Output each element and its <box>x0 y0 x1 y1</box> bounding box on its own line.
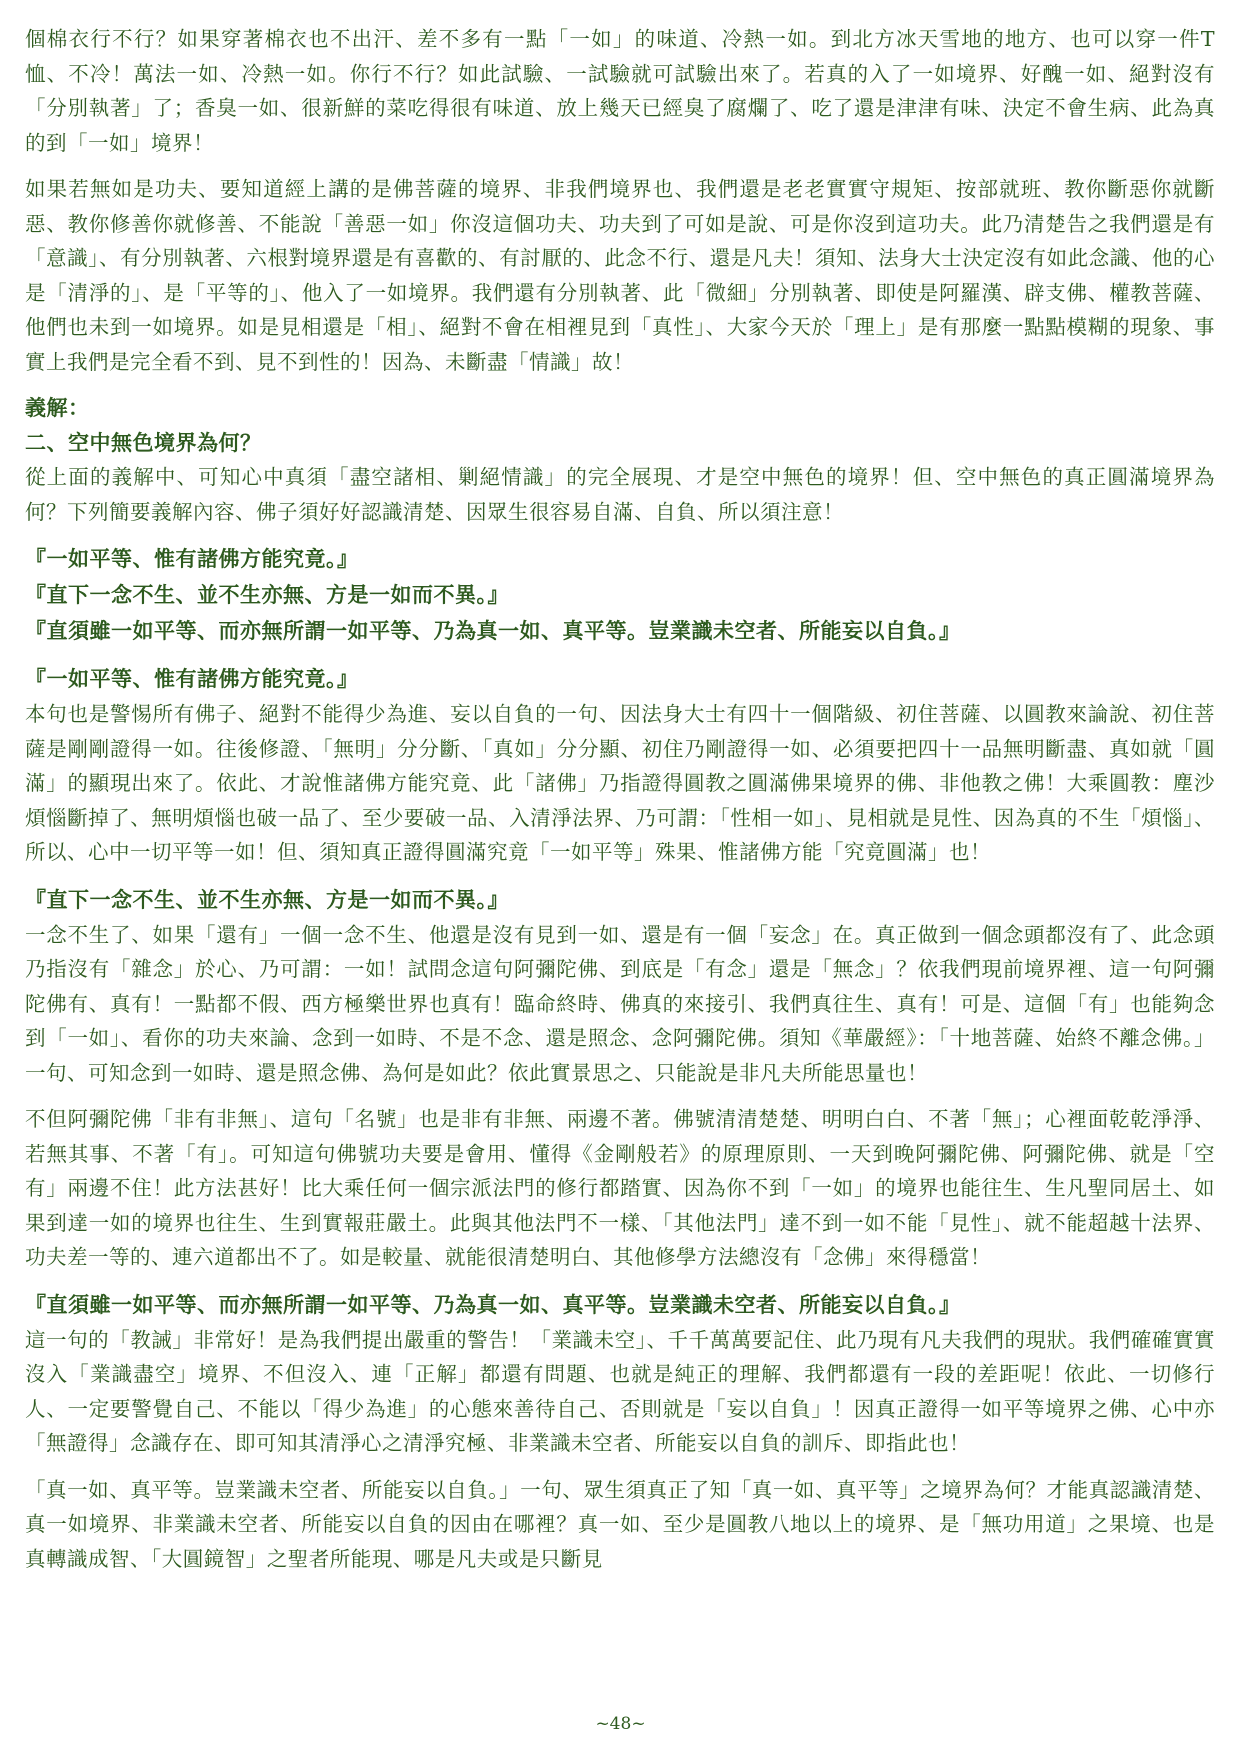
subsection-title-1: 『一如平等、惟有諸佛方能究竟。』 <box>25 666 359 691</box>
section-label: 義解： <box>25 395 90 420</box>
document-page <box>25 22 1215 1588</box>
paragraph-2: 如果若無如是功夫、要知道經上講的是佛菩薩的境界、非我們境界也、我們還是老老實實守規矩、按部就班、教你斷惡你就斷惡、教你修善你就修善、不能說「善惡一如」你沒這個功夫、功夫到了可如是說、可是你沒到這功夫。此乃清楚告之我們還是有「意識」、有分別執著、六根對境界還是有喜歡的、有討厭的、此念不行、還是凡夫！須知、法身大士決定沒有如此念識、他的心是「清淨的」、是「平等的」、他入了一如境界。我們還有分別執著、此「微細」分別執著、即使是阿羅漢、辟支佛、權教菩薩、他們也未到一如境界。如是見相還是「相」、絕對不會在相裡見到「真性」、大家今天於「理上」是有那麼一點點模糊的現象、事實上我們是完全看不到、見不到性的！因為、未斷盡「情識」故！ <box>25 177 1215 374</box>
quote-line-3: 『直須雖一如平等、而亦無所謂一如平等、乃為真一如、真平等。豈業識未空者、所能妄以自負。』 <box>25 618 961 643</box>
section-heading: 二、空中無色境界為何？ <box>25 429 262 455</box>
paragraph-5: 一念不生了、如果「還有」一個一念不生、他還是沒有見到一如、還是有一個「妄念」在。真正做到一個念頭都沒有了、此念頭乃指沒有「雜念」於心、乃可謂：一如！試問念這句阿彌陀佛、到底是「有念」還是「無念」？依我們現前境界裡、這一句阿彌陀佛有、真有！一點都不假、西方極樂世界也真有！臨命終時、佛真的來接引、我們真往生、真有！可是、這個「有」也能夠念到「一如」、看你的功夫來論、念到一如時、不是不念、還是照念、念阿彌陀佛。須知《華嚴經》：「十地菩薩、始終不離念佛。」一句、可知念到一如時、還是照念佛、為何是如此？依此實景思之、只能說是非凡夫所能思量也！ <box>25 922 1215 1085</box>
page-number: ~48~ <box>595 1714 646 1734</box>
quote-list <box>25 541 1215 649</box>
paragraph-1: 個棉衣行不行？如果穿著棉衣也不出汗、差不多有一點「一如」的味道、冷熱一如。到北方冰天雪地的地方、也可以穿一件T恤、不冷！萬法一如、冷熱一如。你行不行？如此試驗、一試驗就可試驗出來了。若真的入了一如境界、好醜一如、絕對沒有「分別執著」了；香臭一如、很新鮮的菜吃得很有味道、放上幾天已經臭了腐爛了、吃了還是津津有味、決定不會生病、此為真的到「一如」境界！ <box>25 27 1215 155</box>
subsection-title-2: 『直下一念不生、並不生亦無、方是一如而不異。』 <box>25 886 509 912</box>
paragraph-6: 不但阿彌陀佛「非有非無」、這句「名號」也是非有非無、兩邊不著。佛號清清楚楚、明明白白、不著「無」；心裡面乾乾淨淨、若無其事、不著「有」。可知這句佛號功夫要是會用、懂得《金剛般若》的原理原則、一天到晚阿彌陀佛、阿彌陀佛、就是「空有」兩邊不住！此方法甚好！比大乘任何一個宗派法門的修行都踏實、因為你不到「一如」的境界也能往生、生凡聖同居土、如果到達一如的境界也往生、生到實報莊嚴土。此與其他法門不一樣、「其他法門」達不到一如不能「見性」、就不能超越十法界、功夫差一等的、連六道都出不了。如是較量、就能很清楚明白、其他修學方法總沒有「念佛」來得穩當！ <box>25 1107 1215 1269</box>
subsection-title-3: 『直須雖一如平等、而亦無所謂一如平等、乃為真一如、真平等。豈業識未空者、所能妄以自負。』 <box>25 1291 961 1317</box>
paragraph-4: 本句也是警惕所有佛子、絕對不能得少為進、妄以自負的一句、因法身大士有四十一個階級、初住菩薩、以圓教來論說、初住菩薩是剛剛證得一如。往後修證、「無明」分分斷、「真如」分分顯、初住乃剛證得一如、必須要把四十一品無明斷盡、真如就「圓滿」的顯現出來了。依此、才說惟諸佛方能究竟、此「諸佛」乃指證得圓教之圓滿佛果境界的佛、非他教之佛！大乘圓教：塵沙煩惱斷掉了、無明煩惱也破一品了、至少要破一品、入清淨法界、乃可謂：「性相一如」、見相就是見性、因為真的不生「煩惱」、所以、心中一切平等一如！但、須知真正證得圓滿究竟「一如平等」殊果、惟諸佛方能「究竟圓滿」也！ <box>25 702 1215 864</box>
paragraph-3: 從上面的義解中、可知心中真須「盡空諸相、剿絕情識」的完全展現、才是空中無色的境界！但、空中無色的真正圓滿境界為何？下列簡要義解內容、佛子須好好認識清楚、因眾生很容易自滿、自負、所以須注意！ <box>25 465 1215 524</box>
paragraph-7: 這一句的「教誡」非常好！是為我們提出嚴重的警告！「業識未空」、千千萬萬要記住、此乃現有凡夫我們的現狀。我們確確實實沒入「業識盡空」境界、不但沒入、連「正解」都還有問題、也就是純正的理解、我們都還有一段的差距呢！依此、一切修行人、一定要警覺自己、不能以「得少為進」的心態來善待自己、否則就是「妄以自負」！因真正證得一如平等境界之佛、心中亦「無證得」念識存在、即可知其清淨心之清淨究極、非業識未空者、所能妄以自負的訓斥、即指此也！ <box>25 1327 1215 1455</box>
quote-line-2: 『直下一念不生、並不生亦無、方是一如而不異。』 <box>25 582 509 607</box>
quote-line-1: 『一如平等、惟有諸佛方能究竟。』 <box>25 546 359 571</box>
paragraph-8: 「真一如、真平等。豈業識未空者、所能妄以自負。」一句、眾生須真正了知「真一如、真平等」之境界為何？才能真認識清楚、真一如境界、非業識未空者、所能妄以自負的因由在哪裡？真一如、至少是圓教八地以上的境界、是「無功用道」之果境、也是真轉識成智、「大圓鏡智」之聖者所能現、哪是凡夫或是只斷見 <box>25 1477 1215 1571</box>
